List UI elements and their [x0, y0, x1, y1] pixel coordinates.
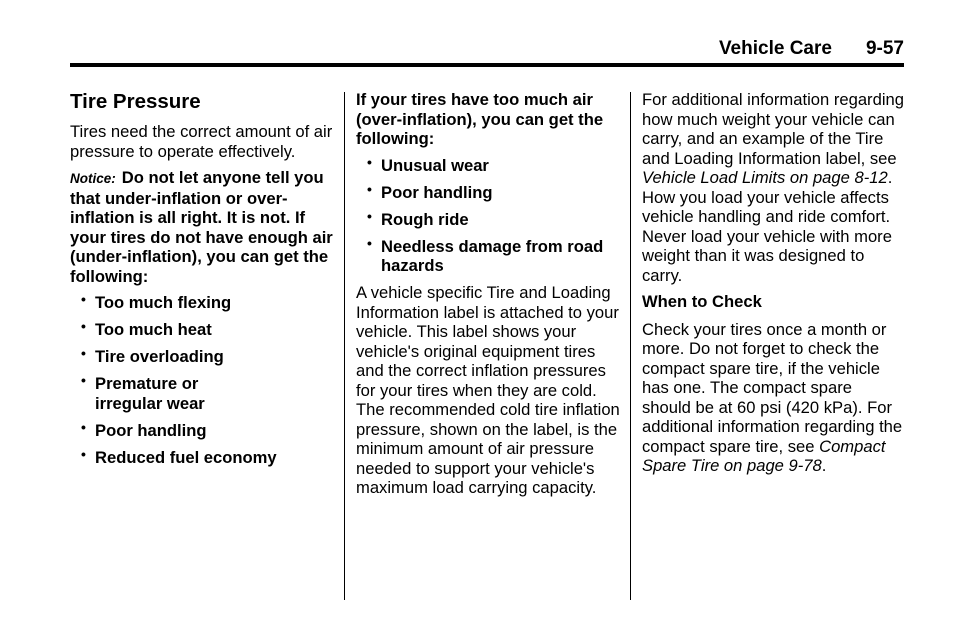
- list-item: • Premature or irregular wear: [70, 374, 213, 413]
- list-item: • Poor handling: [70, 421, 336, 441]
- column-3: [642, 90, 904, 483]
- page-number: 9-57: [865, 38, 904, 59]
- under-inflation-list: [70, 293, 336, 467]
- header-rule: [70, 63, 904, 67]
- notice-label: Notice:: [70, 171, 116, 186]
- section-heading: Tire Pressure: [70, 90, 201, 113]
- column-divider-1: [344, 92, 345, 600]
- load-text-a: For additional information regarding how much weight your vehicle can carry, and an example of the Tire and Loading Information label, see: [642, 90, 904, 168]
- list-item: • Unusual wear: [356, 156, 620, 176]
- check-text-a: Check your tires once a month or more. Do not forget to check the compact spare tire, if the vehicle has one. The compact spare should be at 60 psi (420 kPa). For additional information regarding the compact spare tire, see: [642, 319, 903, 456]
- check-paragraph: [642, 320, 904, 476]
- notice-paragraph: [70, 168, 336, 286]
- intro-paragraph: Tires need the correct amount of air pressure to operate effectively.: [70, 122, 333, 161]
- check-text-b: .: [821, 456, 827, 475]
- column-1: [70, 90, 336, 475]
- column-2: [356, 90, 620, 505]
- spare-tire-reference: Compact Spare Tire on page 9-78: [642, 436, 886, 475]
- column-divider-2: [630, 92, 631, 600]
- notice-text: Do not let anyone tell you that under-inflation or over-inflation is all right. It is not. If your tires do not have enough air (under-inflation), you can get the following:: [70, 168, 333, 286]
- subheading: When to Check: [642, 292, 762, 311]
- list-item: • Tire overloading: [70, 347, 336, 367]
- over-inflation-list: [356, 156, 620, 276]
- list-item: • Poor handling: [356, 183, 620, 203]
- load-text-b: . How you load your vehicle affects vehicle handling and ride comfort. Never load your vehicle with more weight than it was designed to carry.: [642, 168, 893, 285]
- list-item: • Too much flexing: [70, 293, 336, 313]
- load-limits-reference: Vehicle Load Limits on page 8-12: [642, 168, 888, 187]
- label-paragraph: A vehicle specific Tire and Loading Information label is attached to your vehicle. This label shows your vehicle's original equipment tires and the correct inflation pressures for your tires when they are cold. The recommended cold tire inflation pressure, shown on the label, is the minimum amount of air pressure needed to support your vehicle's maximum load carrying capacity.: [356, 283, 620, 497]
- list-item: • Too much heat: [70, 320, 336, 340]
- load-paragraph: [642, 90, 904, 285]
- section-title: Vehicle Care: [718, 38, 832, 59]
- list-item: • Rough ride: [356, 210, 620, 230]
- over-inflation-lead: If your tires have too much air (over-inflation), you can get the following:: [356, 90, 604, 148]
- list-item: • Needless damage from road hazards: [356, 237, 620, 276]
- page-header: [70, 38, 904, 62]
- list-item: • Reduced fuel economy: [70, 448, 336, 468]
